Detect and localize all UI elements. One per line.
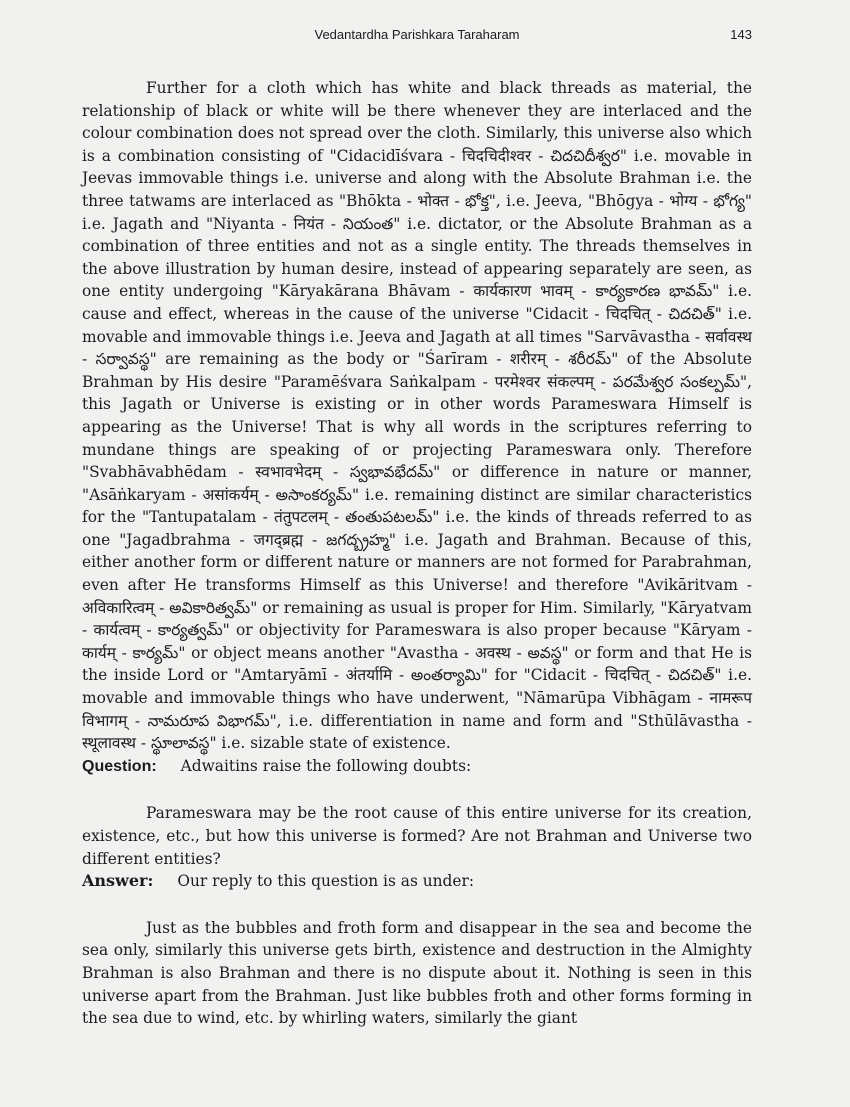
body-paragraph-1: Further for a cloth which has white and black threads as material, the relationship of black or white will be there whenever they are interlaced and the colour combination does not spread over the cloth. Similarly, this universe also which is a combination consisting of "Cidacidīśvara - चिदचिदीश्वर - చిదచిదీశ్వర" i.e. movable in Jeevas immovable things i.e. universe and along with the Absolute Brahman i.e. the three tatwams are interlaced as "Bhōkta - भोक्त - భోక్త", i.e. Jeeva, "Bhōgya - भोग्य - భోగ్య" i.e. Jagath and "Niyanta - नियंत - నియంత" i.e. dictator, or the Absolute Brahman as a combination of three entities and not as a single entity. The threads themselves in the above illustration by human desire, instead of appearing separately are seen, as one entity undergoing "Kāryakārana Bhāvam - कार्यकारण भावम् - కార్యకారణ భావమ్" i.e. cause and effect, whereas in the cause of the universe "Cidacit - चिदचित् - చిదచిత్" i.e. movable and immovable things i.e. Jeeva and Jagath at all times "Sarvāvastha - सर्वावस्थ - సర్వావస్థ" are remaining as the body or "Śarīram - शरीरम् - శరీరమ్" of the Absolute Brahman by His desire "Paramēśvara Saṅkalpam - परमेश्वर संकल्पम् - పరమేశ్వర సంకల్పమ్", this Jagath or Universe is existing or in other words Parameswara Himself is appearing as the Universe! That is why all words in the scriptures referring to mundane things are speaking of or projecting Parameswara only. Therefore "Svabhāvabhēdam - स्वभावभेदम् - స్వభావభేదమ్" or difference in nature or manner, "Asāṅkaryam - असांकर्यम् - అసాంకర్యమ్" i.e. remaining distinct are similar characteristics for the "Tantupatalam - तंतुपटलम् - తంతుపటలమ్" i.e. the kinds of threads referred to as one "Jagadbrahma - जगद्ब्रह्म - జగద్బ్రహ్మ" i.e. Jagath and Brahman. Because of this, either another form or different nature or manners are not formed for Parabrahman, even after He transforms Himself as this Universe! and therefore "Avikāritvam - अविकारित्वम् - అవికారిత్వమ్" or remaining as usual is proper for Him. Similarly, "Kāryatvam - कार्यत्वम् - కార్యత్వమ్" or objectivity for Parameswara is also proper because "Kāryam - कार्यम् - కార్యమ్" or object means another "Avastha - अवस्थ - అవస్థ" or form and that He is the inside Lord or "Amtaryāmī - अंतर्यामि - అంతర్యామి" for "Cidacit - चिदचित् - చిదచిత్" i.e. movable and immovable things who have underwent, "Nāmarūpa Vibhāgam - नामरूप विभागम् - నామరూప విభాగమ్", i.e. differentiation in name and form and "Sthūlāvastha - स्थूलावस्थ - స్థూలావస్థ" i.e. sizable state of existence. [82,79,752,753]
body-paragraph-2: Parameswara may be the root cause of this entire universe for its creation, existence, etc., but how this universe is formed? Are not Brahman and Universe two different entities? [82,804,752,868]
body-paragraph-3: Just as the bubbles and froth form and disappear in the sea and become the sea only, similarly this universe gets birth, existence and destruction in the Almighty Brahman is also Brahman and there is no dispute about it. Nothing is seen in this universe apart from the Brahman. Just like bubbles froth and other forms forming in the sea due to wind, etc. by whirling waters, similarly the giant [82,918,752,1028]
page-number: 143 [730,27,752,42]
page-body [82,77,752,1030]
running-title: Vedantardha Parishkara Taraharam [314,27,520,42]
question-text: Adwaitins raise the following doubts: [180,756,472,775]
answer-label: Answer: [82,871,154,891]
answer-line [82,870,752,893]
question-line [82,755,752,779]
answer-text: Our reply to this question is as under: [177,872,475,891]
running-header [82,27,752,45]
question-label: Question: [82,757,157,775]
